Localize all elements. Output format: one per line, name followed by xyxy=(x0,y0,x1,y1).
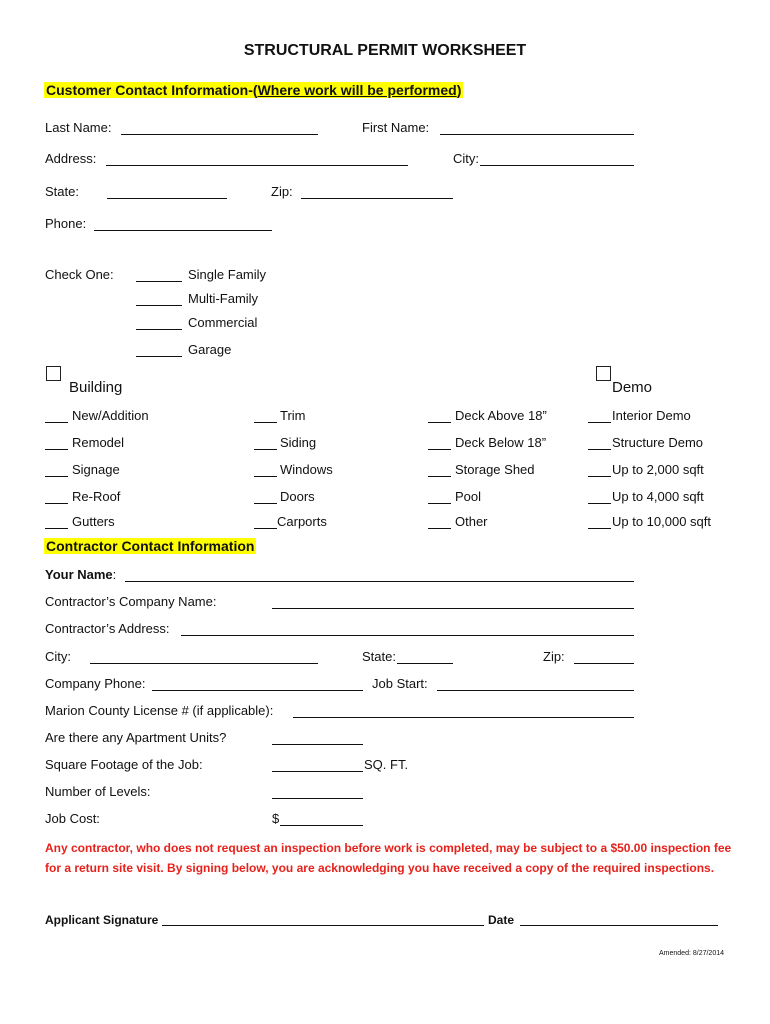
demo-option: Up to 10,000 sqft xyxy=(612,514,712,529)
job-cost-label: Job Cost: xyxy=(45,811,100,826)
company-name-field[interactable] xyxy=(272,608,634,609)
customer-section-heading xyxy=(44,82,463,98)
option-blank[interactable] xyxy=(428,528,451,529)
building-option: Remodel xyxy=(72,435,125,450)
option-blank[interactable] xyxy=(45,528,68,529)
company-name-label: Contractor’s Company Name: xyxy=(45,594,217,609)
date-label: Date xyxy=(488,913,515,927)
sqft-unit: SQ. FT. xyxy=(364,757,409,772)
address-label: Address: xyxy=(45,151,97,166)
customer-heading-suffix: ) xyxy=(456,82,462,98)
apartment-field[interactable] xyxy=(272,744,363,745)
check-one-label: Check One: xyxy=(45,267,114,282)
address-field[interactable] xyxy=(106,165,408,166)
zip-label: Zip: xyxy=(271,184,293,199)
building-option: Carports xyxy=(277,514,327,529)
option-blank[interactable] xyxy=(45,476,68,477)
option-blank[interactable] xyxy=(428,503,451,504)
signature-label: Applicant Signature xyxy=(45,913,159,927)
demo-checkbox[interactable] xyxy=(596,366,611,381)
phone-field[interactable] xyxy=(94,230,272,231)
your-name-label xyxy=(45,567,116,582)
state-label: State: xyxy=(45,184,79,199)
license-label: Marion County License # (if applicable): xyxy=(45,703,274,718)
option-blank[interactable] xyxy=(254,449,277,450)
option-blank[interactable] xyxy=(45,449,68,450)
levels-field[interactable] xyxy=(272,798,363,799)
demo-option: Structure Demo xyxy=(612,435,704,450)
contractor-zip-field[interactable] xyxy=(574,663,634,664)
contractor-section-heading: Contractor Contact Information xyxy=(46,538,255,554)
building-option: Pool xyxy=(455,489,482,504)
option-blank[interactable] xyxy=(588,503,611,504)
property-type-label: Multi-Family xyxy=(188,291,259,306)
contractor-zip-label: Zip: xyxy=(543,649,565,664)
building-checkbox[interactable] xyxy=(46,366,61,381)
date-field[interactable] xyxy=(520,925,718,926)
building-option: New/Addition xyxy=(72,408,149,423)
job-start-label: Job Start: xyxy=(372,676,428,691)
option-blank[interactable] xyxy=(588,449,611,450)
last-name-label: Last Name: xyxy=(45,120,112,135)
first-name-label: First Name: xyxy=(362,120,430,135)
building-option: Siding xyxy=(280,435,317,450)
option-blank[interactable] xyxy=(588,476,611,477)
contractor-address-field[interactable] xyxy=(181,635,634,636)
license-field[interactable] xyxy=(293,717,634,718)
demo-label: Demo xyxy=(612,379,653,396)
building-option: Windows xyxy=(280,462,333,477)
option-blank[interactable] xyxy=(45,422,68,423)
contractor-city-field[interactable] xyxy=(90,663,318,664)
demo-option: Up to 4,000 sqft xyxy=(612,489,704,504)
job-cost-symbol: $ xyxy=(272,811,280,826)
building-option: Other xyxy=(455,514,488,529)
inspection-notice: Any contractor, who does not request an inspection before work is completed, may be subject to a $50.00 inspection fee for a return site visit. By signing below, you are acknowledging you have received a copy of the required inspections. xyxy=(45,841,732,875)
signature-field[interactable] xyxy=(162,925,484,926)
levels-label: Number of Levels: xyxy=(45,784,151,799)
option-blank[interactable] xyxy=(428,422,451,423)
city-field[interactable] xyxy=(480,165,634,166)
city-label: City: xyxy=(453,151,479,166)
contractor-address-label: Contractor’s Address: xyxy=(45,621,170,636)
property-type-label: Commercial xyxy=(188,315,258,330)
option-blank[interactable] xyxy=(588,422,611,423)
building-option: Storage Shed xyxy=(455,462,535,477)
contractor-state-label: State: xyxy=(362,649,396,664)
contractor-city-label: City: xyxy=(45,649,71,664)
sqft-label: Square Footage of the Job: xyxy=(45,757,203,772)
first-name-field[interactable] xyxy=(440,134,634,135)
multi-family-blank[interactable] xyxy=(136,305,182,306)
property-type-label: Garage xyxy=(188,342,232,357)
garage-blank[interactable] xyxy=(136,356,182,357)
building-label: Building xyxy=(69,379,123,396)
commercial-blank[interactable] xyxy=(136,329,182,330)
zip-field[interactable] xyxy=(301,198,453,199)
option-blank[interactable] xyxy=(428,476,451,477)
last-name-field[interactable] xyxy=(121,134,318,135)
option-blank[interactable] xyxy=(254,503,277,504)
your-name-field[interactable] xyxy=(125,581,634,582)
option-blank[interactable] xyxy=(254,528,277,529)
building-option: Trim xyxy=(280,408,306,423)
option-blank[interactable] xyxy=(254,476,277,477)
building-option: Re-Roof xyxy=(72,489,121,504)
page-title: STRUCTURAL PERMIT WORKSHEET xyxy=(243,42,527,59)
job-cost-field[interactable] xyxy=(280,825,363,826)
company-phone-label: Company Phone: xyxy=(45,676,146,691)
demo-option: Up to 2,000 sqft xyxy=(612,462,704,477)
building-option: Deck Below 18” xyxy=(455,435,547,450)
building-option: Signage xyxy=(72,462,120,477)
apartment-label: Are there any Apartment Units? xyxy=(45,730,227,745)
option-blank[interactable] xyxy=(254,422,277,423)
job-start-field[interactable] xyxy=(437,690,634,691)
contractor-state-field[interactable] xyxy=(397,663,453,664)
building-option: Doors xyxy=(280,489,315,504)
phone-label: Phone: xyxy=(45,216,87,231)
building-option: Gutters xyxy=(72,514,115,529)
option-blank[interactable] xyxy=(45,503,68,504)
demo-option: Interior Demo xyxy=(612,408,691,423)
property-type-label: Single Family xyxy=(188,267,267,282)
your-name-label-text: Your Name xyxy=(45,567,113,582)
your-name-colon: : xyxy=(112,567,117,582)
sqft-field[interactable] xyxy=(272,771,363,772)
amended-date: Amended: 8/27/2014 xyxy=(659,950,724,957)
customer-heading-underlined: Where work will be performed xyxy=(257,82,457,98)
company-phone-field[interactable] xyxy=(152,690,363,691)
building-option: Deck Above 18” xyxy=(455,408,547,423)
option-blank[interactable] xyxy=(588,528,611,529)
option-blank[interactable] xyxy=(428,449,451,450)
state-field[interactable] xyxy=(107,198,227,199)
customer-heading-prefix: Customer Contact Information-( xyxy=(46,82,258,98)
single-family-blank[interactable] xyxy=(136,281,182,282)
